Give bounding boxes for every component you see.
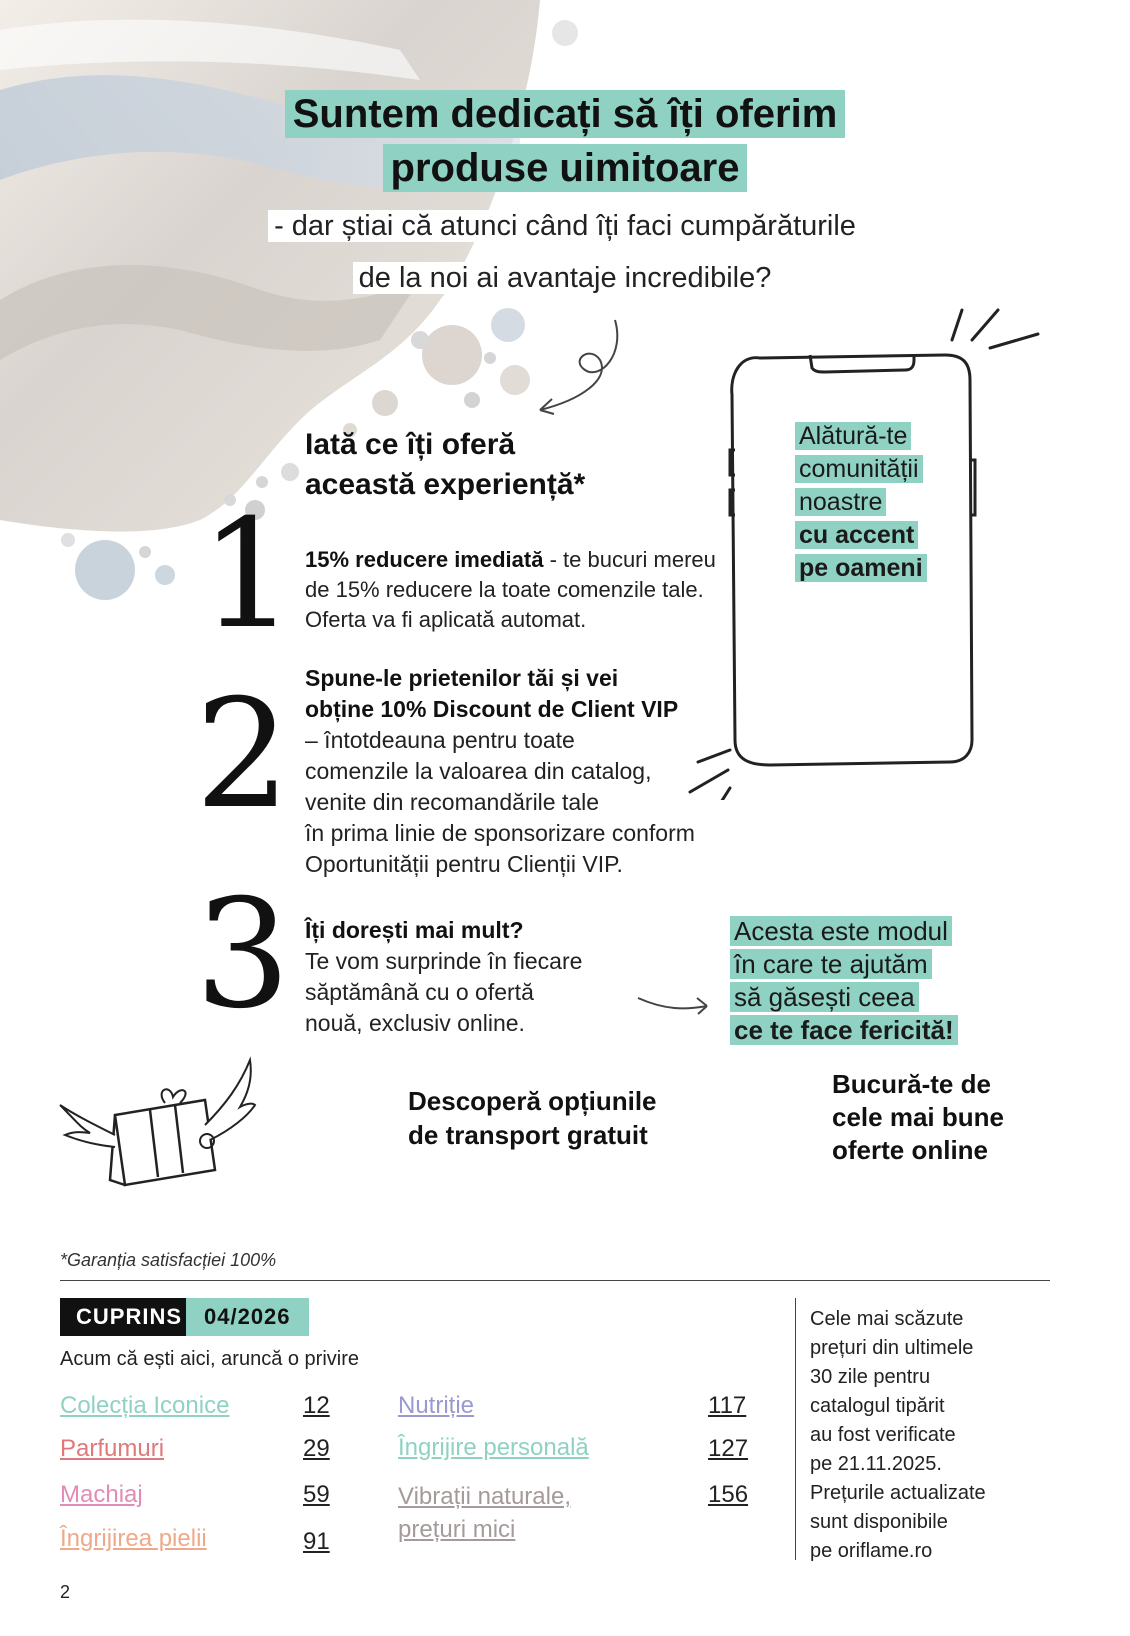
online-offers-text: Bucură-te de cele mai bune oferte online xyxy=(832,1069,1004,1165)
help-mode-text: Acesta este modul în care te ajutăm să găsești ceea ce te face fericită! xyxy=(730,915,958,1047)
free-shipping-text: Descoperă opțiunile de transport gratuit xyxy=(408,1086,657,1150)
toc-page-iconice[interactable]: 12 xyxy=(303,1392,330,1419)
toc-link-machiaj[interactable]: Machiaj xyxy=(60,1481,143,1508)
toc-link-ingrijire-personala[interactable]: Îngrijire personală xyxy=(398,1434,589,1461)
vertical-divider xyxy=(795,1298,796,1560)
subheadline-line-1: - dar știai că atunci când îți faci cumpărăturile xyxy=(0,210,1130,243)
toc-page-nutritie[interactable]: 117 xyxy=(708,1392,747,1419)
toc-link-iconice[interactable]: Colecția Iconice xyxy=(60,1392,230,1419)
winged-gift-box-icon xyxy=(55,1055,270,1195)
toc-page-parfumuri[interactable]: 29 xyxy=(303,1435,330,1462)
step-1-number: 1 xyxy=(200,488,296,662)
step-2-text: Spune-le prietenilor tăi și vei obține 10% Discount de Client VIP – întotdeauna pentru toate comenzile la valoarea din catalog, venite din recomandările tale în prima linie de sponsorizare conform Oportunității pentru Clienții VIP. xyxy=(305,665,695,877)
toc-link-ingrijirea-pielii[interactable]: Îngrijirea pielii xyxy=(60,1525,207,1552)
subheadline-line-2: de la noi ai avantaje incredibile? xyxy=(0,262,1130,295)
toc-page-vibratii-naturale[interactable]: 156 xyxy=(708,1481,749,1508)
toc-link-vibratii-naturale[interactable]: Vibrații naturale, prețuri mici xyxy=(398,1483,571,1543)
page-number: 2 xyxy=(60,1582,71,1602)
step-3-text: Îți dorești mai mult? Te vom surprinde în fiecare săptămână cu o ofertă nouă, exclusiv online. xyxy=(305,917,583,1036)
headline xyxy=(0,90,1130,192)
price-note: Cele mai scăzute prețuri din ultimele 30 zile pentru catalogul tipărit au fost verificate pe 21.11.2025. Prețurile actualizate sunt disponibile pe oriflame.ro xyxy=(810,1308,986,1562)
toc-link-parfumuri[interactable]: Parfumuri xyxy=(60,1435,165,1462)
step-3-number: 3 xyxy=(195,868,291,1042)
phone-screen-text: Alătură-te comunității noastre cu accent pe oameni xyxy=(795,420,927,585)
offer-intro-heading: Iată ce îți oferă această experiență* xyxy=(305,428,586,501)
satisfaction-footnote: *Garanția satisfacției 100% xyxy=(60,1250,277,1270)
toc-issue: 04/2026 xyxy=(186,1298,309,1336)
headline-line-2: produse uimitoare xyxy=(383,144,748,192)
toc-link-nutritie[interactable]: Nutriție xyxy=(398,1392,475,1419)
step-2-number: 2 xyxy=(195,668,291,842)
step-1-text: 15% reducere imediată - te bucuri mereu de 15% reducere la toate comenzile tale. Oferta va fi aplicată automat. xyxy=(305,547,716,632)
toc-title: CUPRINS xyxy=(60,1298,198,1336)
divider xyxy=(60,1280,1050,1281)
curly-arrow-icon xyxy=(530,315,630,425)
toc-page-ingrijirea-pielii[interactable]: 91 xyxy=(303,1528,330,1555)
headline-line-1: Suntem dedicați să îți oferim xyxy=(285,90,846,138)
toc-subtitle: Acum că ești aici, aruncă o privire xyxy=(60,1348,360,1370)
toc-page-machiaj[interactable]: 59 xyxy=(303,1481,330,1508)
toc-page-ingrijire-personala[interactable]: 127 xyxy=(708,1435,749,1462)
arrow-right-icon xyxy=(635,990,715,1020)
